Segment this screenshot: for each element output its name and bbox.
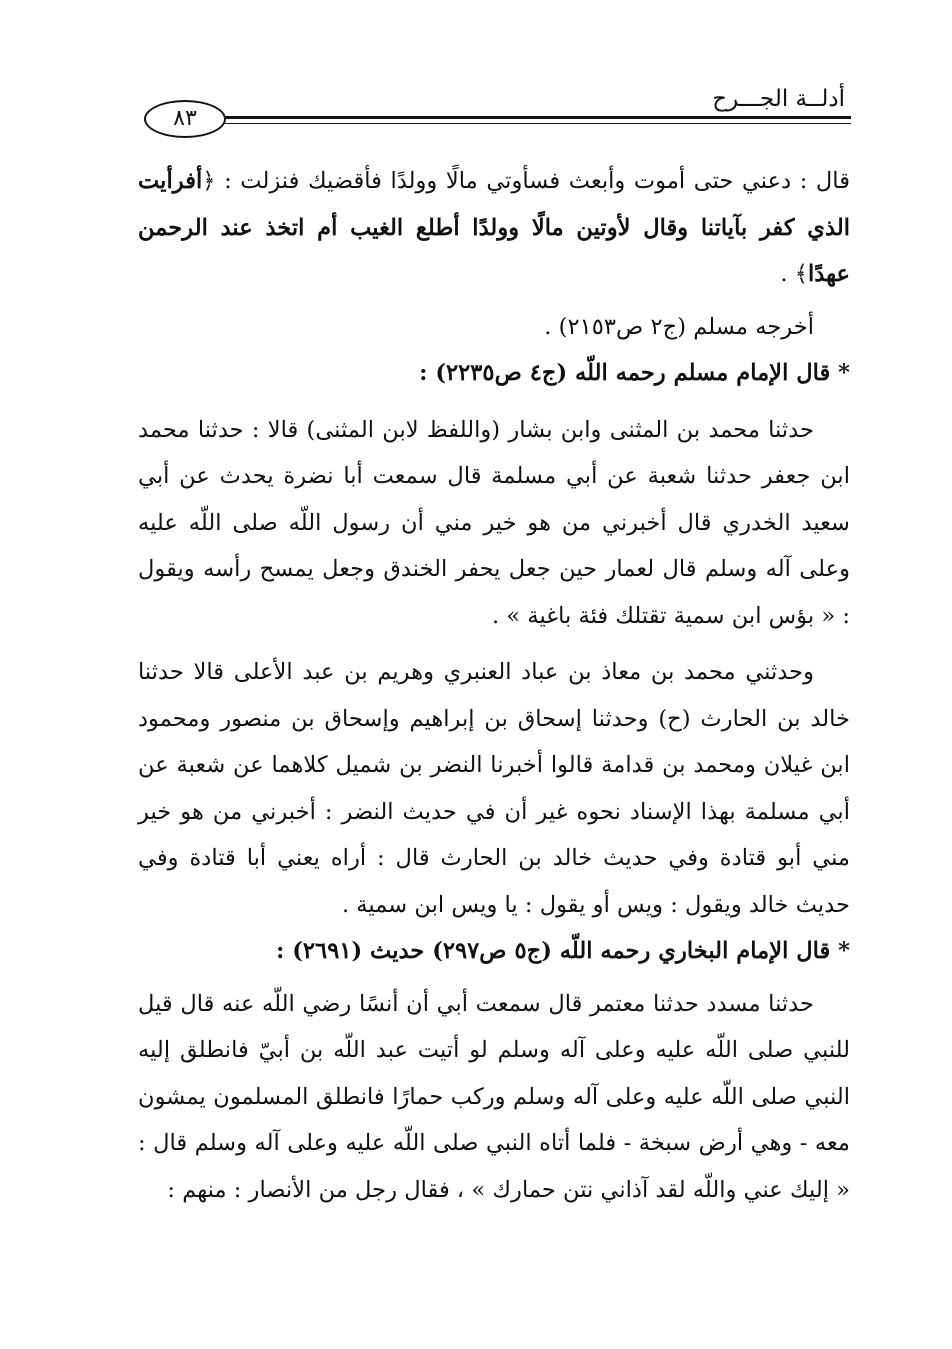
section-heading-muslim: * قال الإمام مسلم رحمه اللّه (ج٤ ص٢٢٣٥) : bbox=[419, 360, 850, 386]
source-reference: أخرجه مسلم (ج٢ ص٢١٥٣) . bbox=[544, 313, 814, 340]
paragraph-end: ﴾ . bbox=[780, 261, 808, 287]
page-number: ٨٣ bbox=[144, 100, 226, 138]
page-body bbox=[138, 158, 850, 1213]
header-rule-thin bbox=[198, 123, 851, 124]
page-header bbox=[136, 80, 851, 140]
header-rule-thick bbox=[198, 116, 851, 119]
hadith-paragraph-1: حدثنا محمد بن المثنى وابن بشار (واللفظ لابن المثنى) قالا : حدثنا محمد ابن جعفر حدثنا شعبة عن أبي مسلمة قال سمعت أبا نضرة يحدث عن أبي سعيد الخدري قال أخبرني من هو خير مني أن رسول اللّه صلى اللّه عليه وعلى آله وسلم قال لعمار حين جعل يحفر الخندق وجعل يمسح رأسه ويقول : « بؤس ابن سمية تقتلك فئة باغية » . bbox=[138, 416, 850, 629]
section-heading-bukhari: * قال الإمام البخاري رحمه اللّه (ج٥ ص٢٩٧) حديث (٢٦٩١) : bbox=[276, 938, 850, 964]
quran-verse: أفرأيت الذي كفر بآياتنا وقال لأوتين مالًا وولدًا أطلع الغيب أم اتخذ عند الرحمن عهدًا bbox=[138, 168, 850, 287]
hadith-paragraph-2: وحدثني محمد بن معاذ بن عباد العنبري وهريم بن عبد الأعلى قالا حدثنا خالد بن الحارث (ح) وحدثنا إسحاق بن إبراهيم وإسحاق بن منصور ومحمود ابن غيلان ومحمد بن قدامة قالوا أخبرنا النضر بن شميل كلاهما عن شعبة عن أبي مسلمة بهذا الإسناد نحوه غير أن في حديث النضر : أخبرني من هو خير مني أبو قتادة وفي حديث خالد بن الحارث قال : أراه يعني أبا قتادة وفي حديث خالد ويقول : ويس أو يقول : يا ويس ابن سمية . bbox=[138, 659, 850, 918]
paragraph-quran-citation bbox=[138, 158, 850, 298]
running-title: أدلــة الجـــرح bbox=[712, 86, 845, 112]
hadith-paragraph-3: حدثنا مسدد حدثنا معتمر قال سمعت أبي أن أنسًا رضي اللّه عنه قال قيل للنبي صلى اللّه عليه وعلى آله وسلم لو أتيت عبد اللّه بن أبيّ فانطلق إليه النبي صلى اللّه عليه وعلى آله وسلم وركب حمارًا فانطلق المسلمون يمشون معه - وهي أرض سبخة - فلما أتاه النبي صلى اللّه عليه وعلى آله وسلم قال : « إليك عني واللّه لقد آذاني نتن حمارك » ، فقال رجل من الأنصار : منهم : bbox=[138, 990, 850, 1203]
paragraph-intro: قال : دعني حتى أموت وأبعث فسأوتي مالًا وولدًا فأقضيك فنزلت : ﴿ bbox=[202, 168, 850, 194]
